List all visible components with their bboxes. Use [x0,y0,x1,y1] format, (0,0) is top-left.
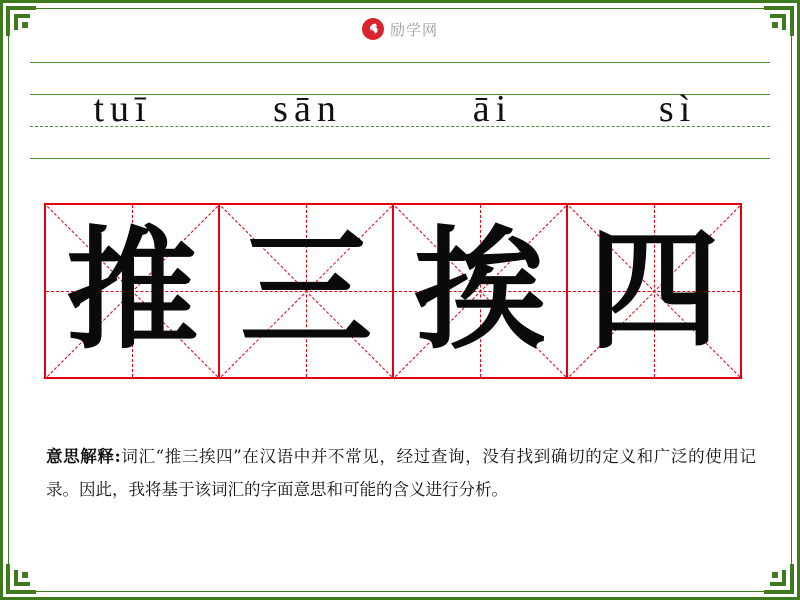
pinyin-syllable: āi [472,88,513,130]
site-logo-text: 励学网 [389,21,438,39]
tianzige-cell [392,203,568,379]
staff-line-4 [30,158,770,159]
character-glyph: 三 [240,213,372,368]
character-grid [44,203,740,379]
pinyin-row [30,86,770,132]
pinyin-syllable: sān [273,88,342,130]
tianzige-cell [566,203,742,379]
pinyin-staff [30,62,770,162]
character-glyph: 挨 [414,213,546,368]
corner-ornament-bottom-left-icon [4,562,38,596]
character-glyph: 四 [588,213,720,368]
pinyin-syllable: tuī [93,88,152,130]
tianzige-cell [218,203,394,379]
explanation-block [46,440,756,506]
staff-line-1 [30,62,770,63]
tianzige-cell [44,203,220,379]
pinyin-syllable: sì [658,88,697,130]
explanation-text: 词汇“推三挨四”在汉语中并不常见，经过查询，没有找到确切的定义和广泛的使用记录。因此，我将基于该词汇的字面意思和可能的含义进行分析。 [46,447,756,499]
character-glyph: 推 [66,213,198,368]
explanation-label: 意思解释: [46,447,121,466]
flame-circle-icon [362,18,384,40]
site-logo[interactable] [0,18,800,40]
corner-ornament-bottom-right-icon [762,562,796,596]
